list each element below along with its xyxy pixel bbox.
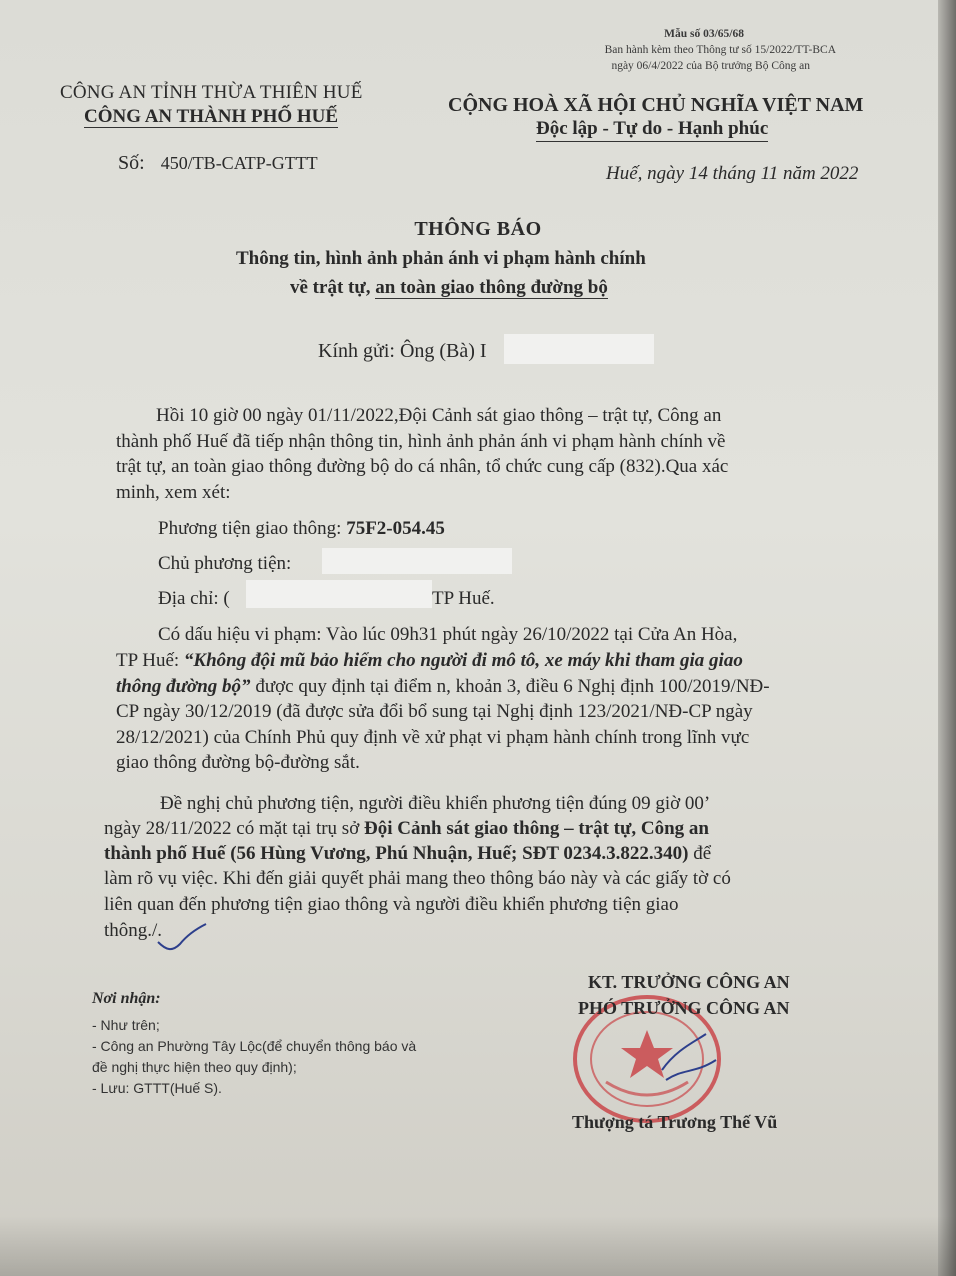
request-line-3 bbox=[104, 843, 711, 865]
so-label: Số: bbox=[118, 152, 145, 174]
signature-title-1: KT. TRƯỞNG CÔNG AN bbox=[588, 972, 790, 992]
vehicle-address: Địa chỉ: ( bbox=[158, 588, 230, 609]
recipient-item: - Công an Phường Tây Lộc(để chuyển thông báo và bbox=[92, 1038, 417, 1054]
issued-line-1: Ban hành kèm theo Thông tư số 15/2022/TT-BCA bbox=[604, 44, 836, 56]
signer-name: Thượng tá Trương Thế Vũ bbox=[572, 1112, 778, 1132]
vehicle-owner: Chủ phương tiện: bbox=[158, 553, 292, 574]
plate-value: 75F2-054.45 bbox=[346, 518, 445, 539]
violation-line-2 bbox=[116, 650, 743, 672]
nation-title: CỘNG HOÀ XÃ HỘI CHỦ NGHĨA VIỆT NAM bbox=[448, 94, 864, 116]
request-line-5: liên quan đến phương tiện giao thông và người điều khiển phương tiện giao bbox=[104, 894, 679, 915]
violation-l3b: được quy định tại điểm n, khoản 3, điều 6 Nghị định 100/2019/NĐ- bbox=[250, 676, 770, 697]
subtitle-2a: về trật tự, bbox=[290, 277, 376, 298]
greeting: Kính gửi: Ông (Bà) I bbox=[318, 340, 487, 362]
violation-line-3 bbox=[116, 676, 770, 698]
issued-line-2: ngày 06/4/2022 của Bộ trưởng Bộ Công an bbox=[611, 60, 810, 72]
document-title: THÔNG BÁO bbox=[414, 218, 542, 240]
org-line-2 bbox=[84, 106, 338, 128]
plate-label: Phương tiện giao thông: bbox=[158, 518, 347, 539]
org-line-1: CÔNG AN TỈNH THỪA THIÊN HUẾ bbox=[60, 82, 363, 103]
redaction-address bbox=[246, 580, 432, 608]
vehicle-plate bbox=[158, 518, 445, 540]
violation-l3a: thông đường bộ” bbox=[116, 676, 251, 697]
violation-line-5: 28/12/2021) của Chính Phủ quy định về xử phạt vi phạm hành chính trong lĩnh vực bbox=[116, 727, 750, 748]
intro-line-1: Hồi 10 giờ 00 ngày 01/11/2022,Đội Cảnh sát giao thông – trật tự, Công an bbox=[156, 405, 722, 426]
violation-l2b: “Không đội mũ bảo hiểm cho người đi mô tô, xe máy khi tham gia giao bbox=[183, 650, 743, 671]
redaction-owner bbox=[322, 548, 512, 574]
document-date: Huế, ngày 14 tháng 11 năm 2022 bbox=[606, 163, 859, 184]
request-l2b: Đội Cảnh sát giao thông – trật tự, Công an bbox=[364, 818, 709, 839]
intro-line-2: thành phố Huế đã tiếp nhận thông tin, hình ảnh phản ánh vi phạm hành chính về bbox=[116, 431, 726, 452]
intro-line-3: trật tự, an toàn giao thông đường bộ do cá nhân, tổ chức cung cấp (832).Qua xác bbox=[116, 456, 729, 477]
request-l3a: thành phố Huế (56 Hùng Vương, Phú Nhuận, Huế; SĐT 0234.3.822.340) bbox=[104, 843, 689, 864]
document-subtitle-1: Thông tin, hình ảnh phản ánh vi phạm hành chính bbox=[236, 248, 646, 269]
violation-line-1: Có dấu hiệu vi phạm: Vào lúc 09h31 phút ngày 26/10/2022 tại Cửa An Hòa, bbox=[158, 624, 738, 645]
recipient-item: - Như trên; bbox=[92, 1017, 160, 1033]
violation-line-4: CP ngày 30/12/2019 (đã được sửa đổi bổ sung tại Nghị định 123/2021/NĐ-CP ngày bbox=[116, 701, 753, 722]
org-line-2-text: CÔNG AN THÀNH PHỐ HUẾ bbox=[84, 106, 339, 127]
form-number: Mẫu số 03/65/68 bbox=[664, 28, 744, 40]
so-value: 450/TB-CATP-GTTT bbox=[160, 153, 318, 173]
document-number bbox=[118, 152, 318, 175]
request-line-4: làm rõ vụ việc. Khi đến giải quyết phải mang theo thông báo này và các giấy tờ có bbox=[104, 868, 731, 889]
request-line-1: Đề nghị chủ phương tiện, người điều khiển phương tiện đúng 09 giờ 00’ bbox=[160, 793, 711, 814]
request-l3b: để bbox=[688, 843, 712, 864]
request-l2a: ngày 28/11/2022 có mặt tại trụ sở bbox=[104, 818, 364, 839]
signature-title-2: PHÓ TRƯỞNG CÔNG AN bbox=[578, 998, 790, 1018]
pen-mark bbox=[150, 920, 210, 956]
redaction-name bbox=[504, 334, 654, 364]
request-line-2 bbox=[104, 818, 709, 840]
motto: Độc lập - Tự do - Hạnh phúc bbox=[536, 118, 768, 142]
recipient-item: - Lưu: GTTT(Huế S). bbox=[92, 1080, 222, 1096]
vehicle-address-tail: TP Huế. bbox=[432, 588, 495, 609]
intro-line-4: minh, xem xét: bbox=[116, 482, 231, 503]
bottom-shadow bbox=[0, 1216, 956, 1276]
request-line-6: thông./. bbox=[104, 920, 163, 941]
subtitle-2b: an toàn giao thông đường bộ bbox=[375, 277, 608, 298]
violation-l2a: TP Huế: bbox=[116, 650, 184, 671]
page-edge-shadow bbox=[938, 0, 956, 1276]
violation-line-6: giao thông đường bộ-đường sắt. bbox=[116, 752, 360, 773]
recipients-heading: Nơi nhận: bbox=[92, 990, 161, 1007]
recipient-item: đề nghị thực hiện theo quy định); bbox=[92, 1059, 297, 1075]
document-subtitle-2 bbox=[290, 277, 608, 299]
